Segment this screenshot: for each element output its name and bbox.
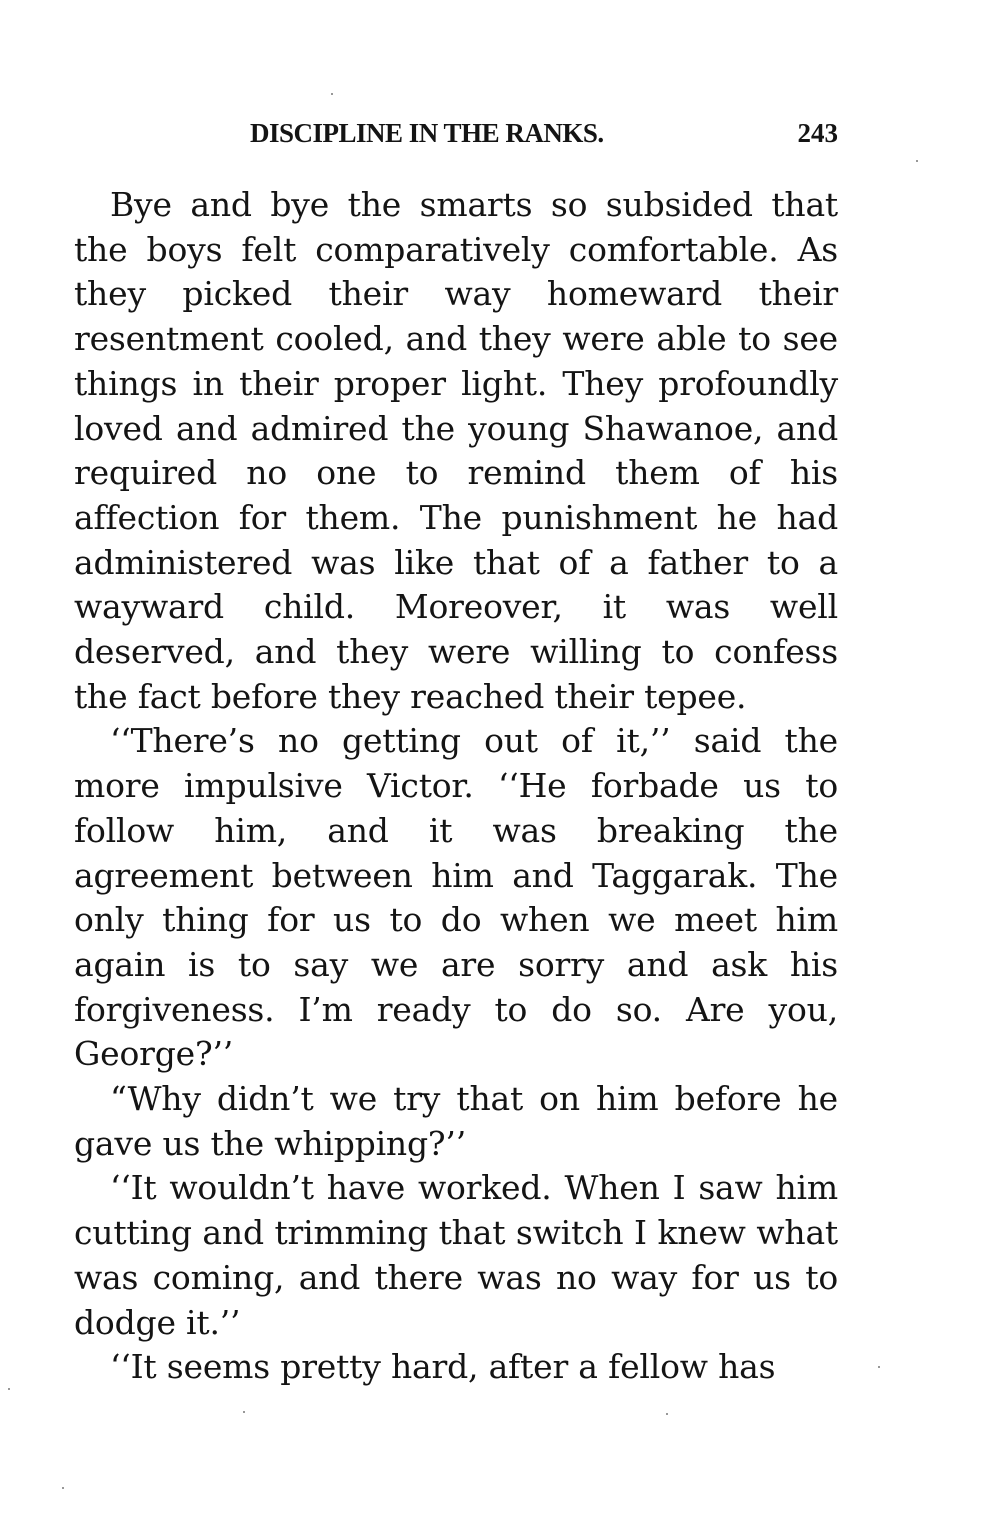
print-speck [331,93,333,95]
paragraph: ‘‘It wouldn’t have worked. When I saw him cutting and trimming that switch I knew what was coming, and there was no way for us to dodge it.’’ [74,1168,838,1342]
paragraph: “Why didn’t we try that on him before he gave us the whipping?’’ [74,1079,838,1163]
paragraph: ‘‘It seems pretty hard, after a fellow has [110,1347,776,1387]
print-speck [666,1413,668,1415]
running-head [74,118,838,158]
print-speck [62,1487,64,1489]
chapter-title: DISCIPLINE IN THE RANKS. [250,118,604,148]
paragraph: ‘‘There’s no getting out of it,’’ said the more impulsive Victor. ‘‘He forbade us to follow him, and it was breaking the agreement between him and Taggarak. The only thing for us to do when we meet him again is to say we are sorry and ask his forgiveness. I’m ready to do so. Are you, George?’’ [74,721,838,1074]
print-speck [878,1366,880,1368]
print-speck [916,160,918,162]
body-text [74,183,838,1390]
paragraph: Bye and bye the smarts so subsided that the boys felt comparatively comfortable. As they picked their way homeward their resentment cooled, and they were able to see things in their proper light. They profoundly loved and admired the young Shawanoe, and required no one to remind them of his affection for them. The punishment he had administered was like that of a father to a wayward child. Moreover, it was well deserved, and they were willing to confess the fact before they reached their tepee. [74,185,838,716]
page-number: 243 [797,118,838,148]
print-speck [243,1411,245,1413]
print-speck [8,1388,10,1390]
